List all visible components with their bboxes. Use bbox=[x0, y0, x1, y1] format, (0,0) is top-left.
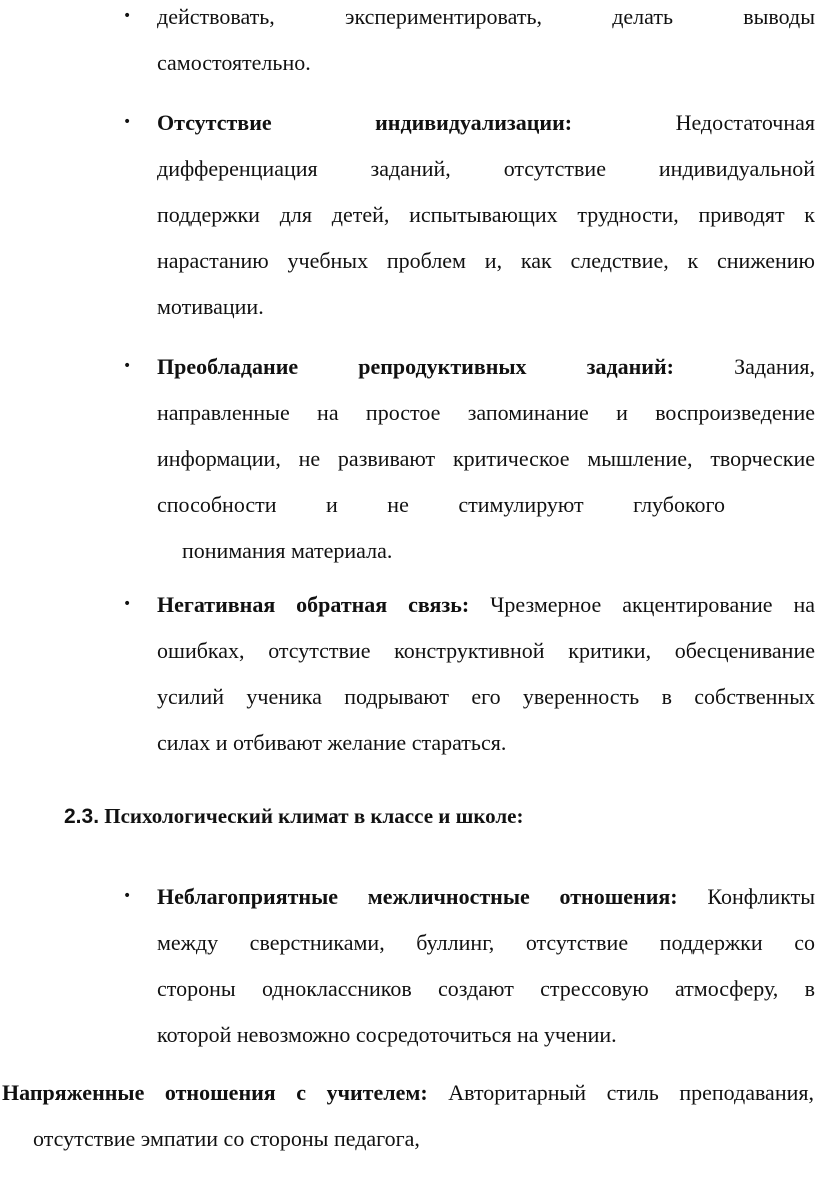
teacher-line1-rest: Авторитарный стиль преподавания, bbox=[448, 1080, 814, 1105]
item3-line1-rest: Чрезмерное акцентирование на bbox=[490, 592, 816, 617]
item2-term: Преобладание репродуктивных заданий: bbox=[157, 354, 674, 379]
item3-line1 bbox=[157, 592, 815, 618]
item1-line2: дифференциация заданий, отсутствие индивидуальной bbox=[157, 156, 815, 181]
climate-line3: стороны одноклассников создают стрессовую атмосферу, в bbox=[157, 976, 815, 1001]
bullet-marker: • bbox=[123, 358, 132, 374]
item3-line4: силах и отбивают желание стараться. bbox=[157, 730, 507, 755]
teacher-line1 bbox=[2, 1080, 814, 1106]
bullet-marker: • bbox=[123, 8, 132, 24]
climate-line2: между сверстниками, буллинг, отсутствие поддержки со bbox=[157, 930, 815, 955]
item0-line1: действовать, экспериментировать, делать выводы bbox=[157, 4, 815, 29]
item3-line3: усилий ученика подрывают его уверенность в собственных bbox=[157, 684, 815, 709]
item3-term: Негативная обратная связь: bbox=[157, 592, 470, 617]
teacher-line2: отсутствие эмпатии со стороны педагога, bbox=[33, 1126, 420, 1151]
item2-line3: информации, не развивают критическое мышление, творческие bbox=[157, 446, 815, 471]
bullet-marker: • bbox=[123, 888, 132, 904]
item1-line4: нарастанию учебных проблем и, как следствие, к снижению bbox=[157, 248, 815, 273]
item1-line5: мотивации. bbox=[157, 294, 264, 319]
item2-line1 bbox=[157, 354, 815, 380]
section-heading bbox=[64, 803, 524, 830]
climate-line1-rest: Конфликты bbox=[707, 884, 815, 909]
item1-line1-rest: Недостаточная bbox=[675, 110, 815, 135]
item2-line5: понимания материала. bbox=[182, 538, 393, 563]
item2-line2: направленные на простое запоминание и воспроизведение bbox=[157, 400, 815, 425]
item2-line1-rest: Задания, bbox=[734, 354, 816, 379]
section-title: Психологический климат в классе и школе: bbox=[104, 804, 524, 828]
item1-term: Отсутствие индивидуализации: bbox=[157, 110, 573, 135]
climate-line1 bbox=[157, 884, 815, 910]
item1-line3: поддержки для детей, испытывающих трудности, приводят к bbox=[157, 202, 815, 227]
item2-line4: способности и не стимулируют глубокого bbox=[157, 492, 725, 517]
item0-line2: самостоятельно. bbox=[157, 50, 311, 75]
item3-line2: ошибках, отсутствие конструктивной критики, обесценивание bbox=[157, 638, 815, 663]
bullet-marker: • bbox=[123, 114, 132, 130]
item1-line1 bbox=[157, 110, 815, 136]
climate-line4: которой невозможно сосредоточиться на учении. bbox=[157, 1022, 617, 1047]
teacher-term: Напряженные отношения с учителем: bbox=[2, 1080, 428, 1105]
section-number: 2.3. bbox=[64, 805, 100, 828]
bullet-marker: • bbox=[123, 596, 132, 612]
climate-term: Неблагоприятные межличностные отношения: bbox=[157, 884, 678, 909]
